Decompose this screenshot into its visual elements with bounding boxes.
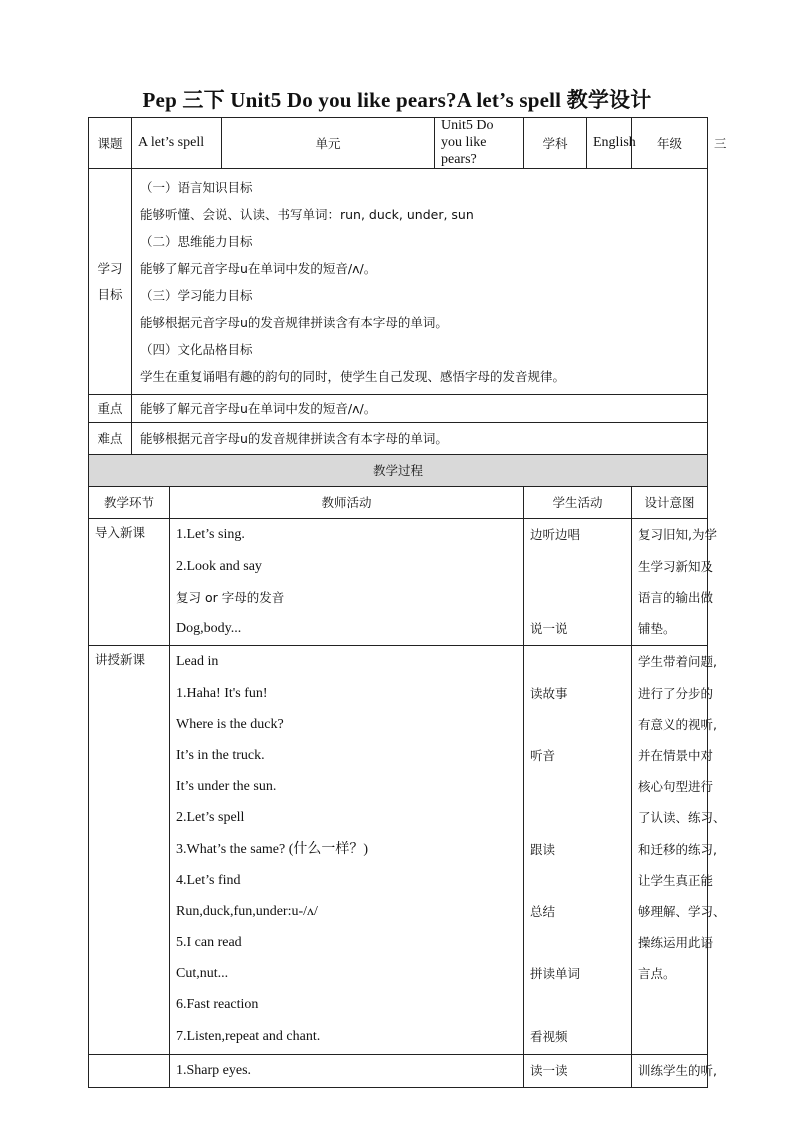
student-line: 边听边唱	[530, 527, 581, 543]
section-stage: 讲授新课	[89, 646, 170, 1055]
student-line	[530, 865, 625, 896]
section-teaching-row	[89, 646, 708, 1055]
teacher-line: 1.Sharp eyes.	[176, 1063, 252, 1079]
unit-value: Unit5 Do you like pears?	[435, 118, 524, 169]
teacher-line: 2.Let’s spell	[176, 810, 245, 826]
student-line: 跟读	[530, 841, 556, 857]
design-intent	[632, 519, 717, 646]
intent-line	[638, 989, 705, 1020]
design-intent	[632, 646, 726, 1055]
teacher-line: 5.I can read	[176, 935, 242, 951]
student-activity	[524, 646, 632, 1055]
col-teacher: 教师活动	[170, 487, 524, 519]
goal-line: （四）文化品格目标	[140, 341, 253, 357]
grade-label: 年级	[632, 118, 708, 169]
intent-line: 复习旧知,为学	[638, 527, 717, 543]
difficulty-label: 难点	[89, 423, 132, 455]
goal-line: 能够听懂、会说、认读、书写单词：run, duck, under, sun	[140, 206, 474, 222]
design-intent	[632, 1055, 717, 1087]
goals-label-line-2: 目标	[97, 286, 123, 302]
process-header-row	[89, 455, 708, 487]
topic-label: 课题	[89, 118, 132, 169]
col-student: 学生活动	[524, 487, 632, 519]
student-line	[530, 582, 625, 613]
process-header: 教学过程	[89, 455, 708, 487]
page-title: Pep 三下 Unit5 Do you like pears?A let’s spell 教学设计	[142, 88, 652, 112]
student-line	[530, 709, 625, 740]
difficulty-text: 能够根据元音字母u的发音规律拼读含有本字母的单词。	[132, 423, 708, 455]
teacher-line: It’s under the sun.	[176, 779, 277, 795]
intent-line: 操练运用此语	[638, 935, 714, 951]
section-stage: 导入新课	[89, 519, 170, 646]
intent-line: 够理解、学习、	[638, 903, 726, 919]
student-line	[530, 646, 625, 677]
teacher-activity	[170, 646, 524, 1055]
teacher-line: 复习 or 字母的发音	[176, 589, 285, 605]
process-columns-row	[89, 487, 708, 519]
teacher-activity	[170, 519, 524, 646]
student-line: 总结	[530, 903, 556, 919]
teacher-line: 4.Let’s find	[176, 872, 241, 888]
teacher-line: 3.What’s the same? (什么一样？)	[176, 841, 369, 857]
intent-line: 训练学生的听,	[638, 1063, 717, 1079]
student-line	[530, 771, 625, 802]
intent-line: 有意义的视听,	[638, 716, 717, 732]
key-point-row	[89, 395, 708, 423]
unit-label: 单元	[222, 118, 435, 169]
teacher-line: It’s in the truck.	[176, 747, 265, 763]
student-line: 说一说	[530, 620, 568, 636]
teacher-line: 7.Listen,repeat and chant.	[176, 1028, 321, 1044]
intent-line: 让学生真正能	[638, 872, 714, 888]
intent-line	[638, 1021, 705, 1052]
student-line: 拼读单词	[530, 966, 581, 982]
teacher-line: Where is the duck?	[176, 716, 284, 732]
header-row: 课题 A let’s spell 单元 Unit5 Do you like pears? 学科 English 年级 三	[89, 118, 708, 169]
goals-label-line-1: 学习	[97, 260, 123, 276]
goal-line: 能够了解元音字母u在单词中发的短音/ʌ/。	[140, 260, 377, 276]
teacher-line: 1.Let’s sing.	[176, 527, 245, 543]
difficulty-row	[89, 423, 708, 455]
goal-line: （三）学习能力目标	[140, 287, 253, 303]
teacher-line: 2.Look and say	[176, 558, 262, 574]
section-practice-row	[89, 1055, 708, 1087]
goal-line: 学生在重复诵唱有趣的韵句的同时，使学生自己发现、感悟字母的发音规律。	[140, 368, 566, 384]
teacher-line: Run,duck,fun,under:u-/ʌ/	[176, 903, 318, 919]
goals-row	[89, 169, 708, 395]
intent-line: 了认读、练习、	[638, 810, 726, 826]
key-point-label: 重点	[89, 395, 132, 423]
intent-line: 并在情景中对	[638, 747, 714, 763]
topic-value: A let’s spell	[132, 118, 222, 169]
intent-line: 生学习新知及	[638, 558, 714, 574]
intent-line: 进行了分步的	[638, 685, 714, 701]
goals-content	[132, 169, 708, 395]
teacher-line: Cut,nut...	[176, 966, 229, 982]
intent-line: 语言的输出做	[638, 589, 714, 605]
intent-line: 铺垫。	[638, 620, 676, 636]
student-line	[530, 989, 625, 1020]
teacher-line: 6.Fast reaction	[176, 997, 259, 1013]
teacher-line: 1.Haha! It's fun!	[176, 685, 268, 701]
student-line: 读一读	[530, 1063, 568, 1079]
subject-label: 学科	[524, 118, 587, 169]
student-line: 读故事	[530, 685, 568, 701]
student-activity	[524, 1055, 632, 1087]
col-intent: 设计意图	[632, 487, 708, 519]
intent-line: 学生带着问题,	[638, 654, 717, 670]
section-intro-row	[89, 519, 708, 646]
subject-value: English	[587, 118, 632, 169]
student-line	[530, 927, 625, 958]
student-line: 看视频	[530, 1028, 568, 1044]
student-line: 听音	[530, 747, 556, 763]
section-stage	[89, 1055, 170, 1087]
goal-line: （一）语言知识目标	[140, 179, 253, 195]
goals-label	[89, 169, 132, 395]
key-point-text: 能够了解元音字母u在单词中发的短音/ʌ/。	[132, 395, 708, 423]
student-line	[530, 551, 625, 582]
student-line	[530, 802, 625, 833]
teacher-line: Lead in	[176, 654, 219, 670]
teacher-line: Dog,body...	[176, 620, 242, 636]
goal-line: （二）思维能力目标	[140, 233, 253, 249]
teacher-activity	[170, 1055, 524, 1087]
lesson-plan-table	[88, 117, 727, 1088]
intent-line: 和迁移的练习,	[638, 841, 717, 857]
intent-line: 核心句型进行	[638, 779, 714, 795]
student-activity	[524, 519, 632, 646]
intent-line: 言点。	[638, 966, 676, 982]
col-stage: 教学环节	[89, 487, 170, 519]
goal-line: 能够根据元音字母u的发音规律拼读含有本字母的单词。	[140, 314, 448, 330]
